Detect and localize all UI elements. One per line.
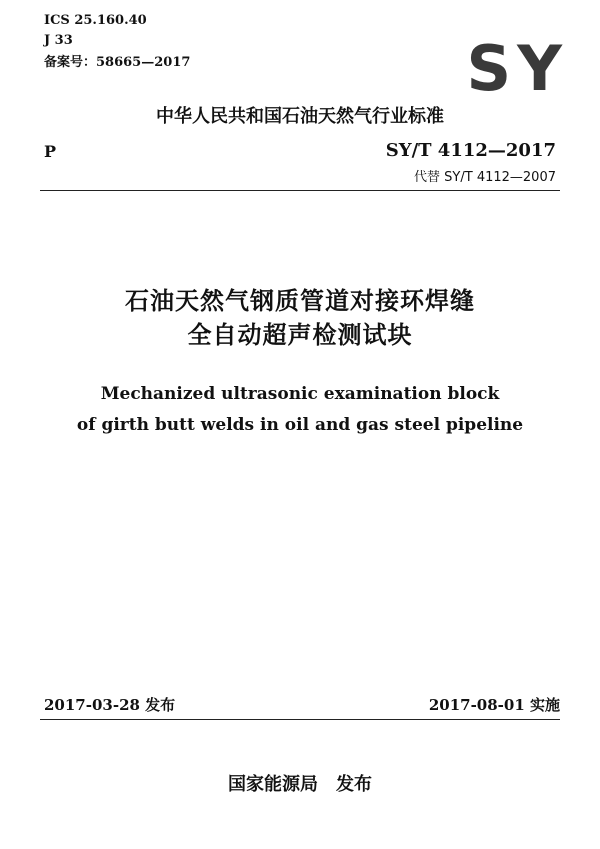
chinese-title-line-2: 全自动超声检测试块 xyxy=(187,321,413,349)
bottom-divider xyxy=(40,719,560,720)
classification-code: J 33 xyxy=(44,33,73,48)
sy-logo: SY xyxy=(466,32,568,105)
standard-body-title: 中华人民共和国石油天然气行业标准 xyxy=(156,106,444,127)
chinese-title-line-1: 石油天然气钢质管道对接环焊缝 xyxy=(125,287,475,315)
replaces-standard: 代替 SY/T 4112—2007 xyxy=(414,170,556,185)
publisher: 国家能源局 发布 xyxy=(228,774,372,795)
english-title-line-1: Mechanized ultrasonic examination block xyxy=(100,384,500,404)
record-number: 备案号：58665—2017 xyxy=(44,55,191,70)
implementation-date: 2017-08-01 实施 xyxy=(428,696,560,714)
top-divider xyxy=(40,190,560,191)
classification-letter: P xyxy=(44,142,57,161)
english-title-line-2: of girth butt welds in oil and gas steel pipeline xyxy=(76,415,524,435)
ics-code: ICS 25.160.40 xyxy=(44,13,147,28)
standard-number: SY/T 4112—2017 xyxy=(385,140,556,161)
issue-date: 2017-03-28 发布 xyxy=(44,696,176,714)
